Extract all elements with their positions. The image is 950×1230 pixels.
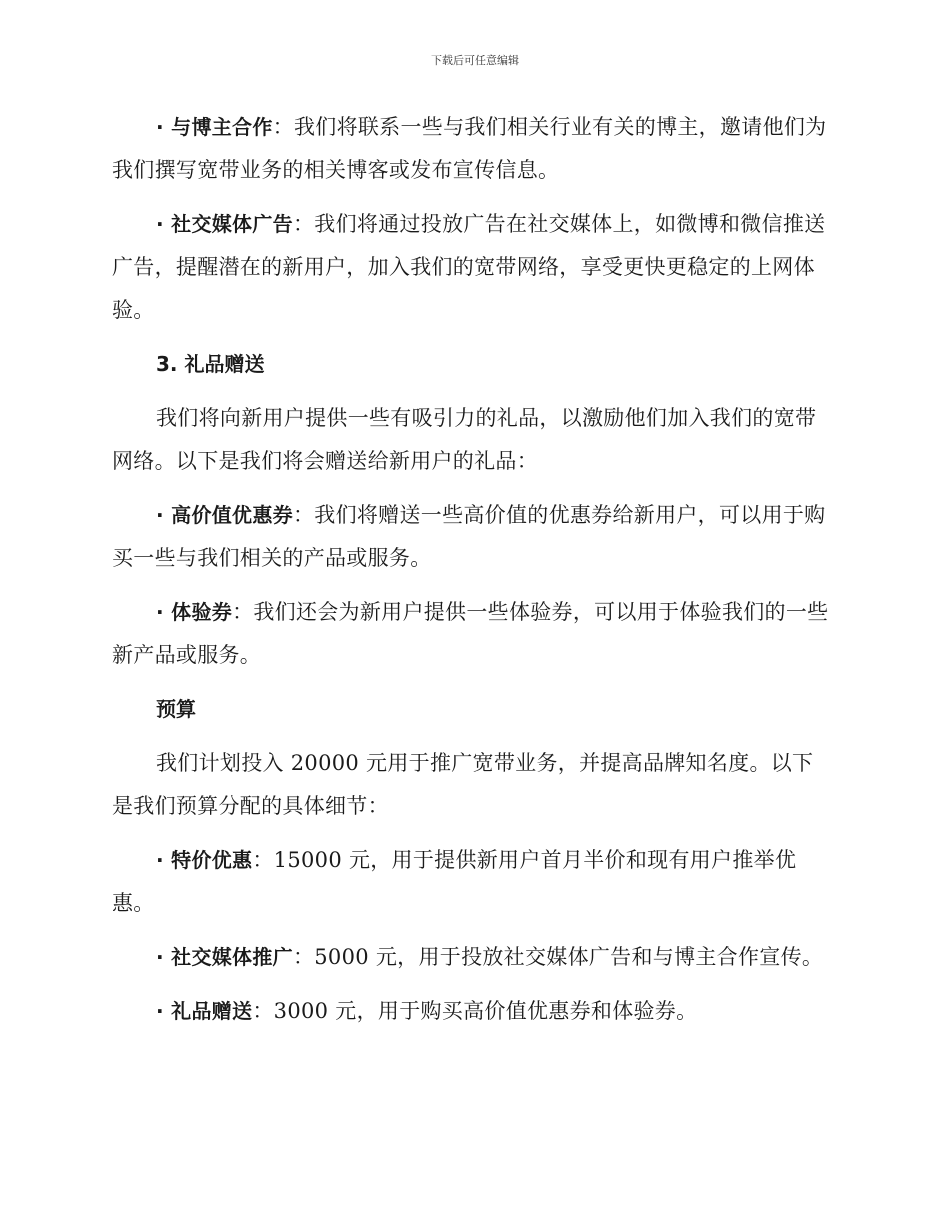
bullet-trial-vouchers <box>112 591 834 677</box>
bullet-label: · 社交媒体推广 <box>156 945 293 969</box>
bullet-label: · 体验券 <box>156 600 233 624</box>
bullet-label: · 社交媒体广告 <box>156 212 293 236</box>
paragraph-gifts-intro: 我们将向新用户提供一些有吸引力的礼品，以激励他们加入我们的宽带网络。以下是我们将会赠送给新用户的礼品： <box>112 406 817 473</box>
bullet-label: · 与博主合作 <box>156 115 273 139</box>
bullet-body: ：我们还会为新用户提供一些体验券，可以用于体验我们的一些新产品或服务。 <box>112 600 829 667</box>
paragraph-budget-intro: 我们计划投入 20000 元用于推广宽带业务，并提高品牌知名度。以下是我们预算分配的具体细节： <box>112 751 814 818</box>
bullet-high-value-coupons <box>112 494 834 580</box>
bullet-special-offers <box>112 839 834 925</box>
bullet-body: ：我们将赠送一些高价值的优惠券给新用户，可以用于购买一些与我们相关的产品或服务。 <box>112 503 826 570</box>
bullet-body: ：5000 元，用于投放社交媒体广告和与博主合作宣传。 <box>292 945 824 969</box>
bullet-social-media-promotion <box>112 936 834 979</box>
bullet-label: · 高价值优惠券 <box>156 503 293 527</box>
section-heading-gifts: 3. 礼品赠送 <box>156 352 265 376</box>
bullet-body: ：3000 元，用于购买高价值优惠券和体验券。 <box>252 999 698 1023</box>
page-header: 下载后可任意编辑 <box>431 54 519 67</box>
bullet-label: · 特价优惠 <box>156 848 253 872</box>
section-heading-budget: 预算 <box>156 697 196 721</box>
document-body <box>112 106 834 1044</box>
bullet-blogger-cooperation <box>112 106 834 192</box>
bullet-body: ：我们将联系一些与我们相关行业有关的博主，邀请他们为我们撰写宽带业务的相关博客或发布宣传信息。 <box>112 115 827 182</box>
bullet-gift-giving <box>112 990 834 1033</box>
bullet-body: ：我们将通过投放广告在社交媒体上，如微博和微信推送广告，提醒潜在的新用户，加入我们的宽带网络，享受更快更稳定的上网体验。 <box>112 212 826 322</box>
bullet-social-media-ads <box>112 203 834 332</box>
bullet-body: ：15000 元，用于提供新用户首月半价和现有用户推举优惠。 <box>112 848 797 915</box>
bullet-label: · 礼品赠送 <box>156 999 253 1023</box>
